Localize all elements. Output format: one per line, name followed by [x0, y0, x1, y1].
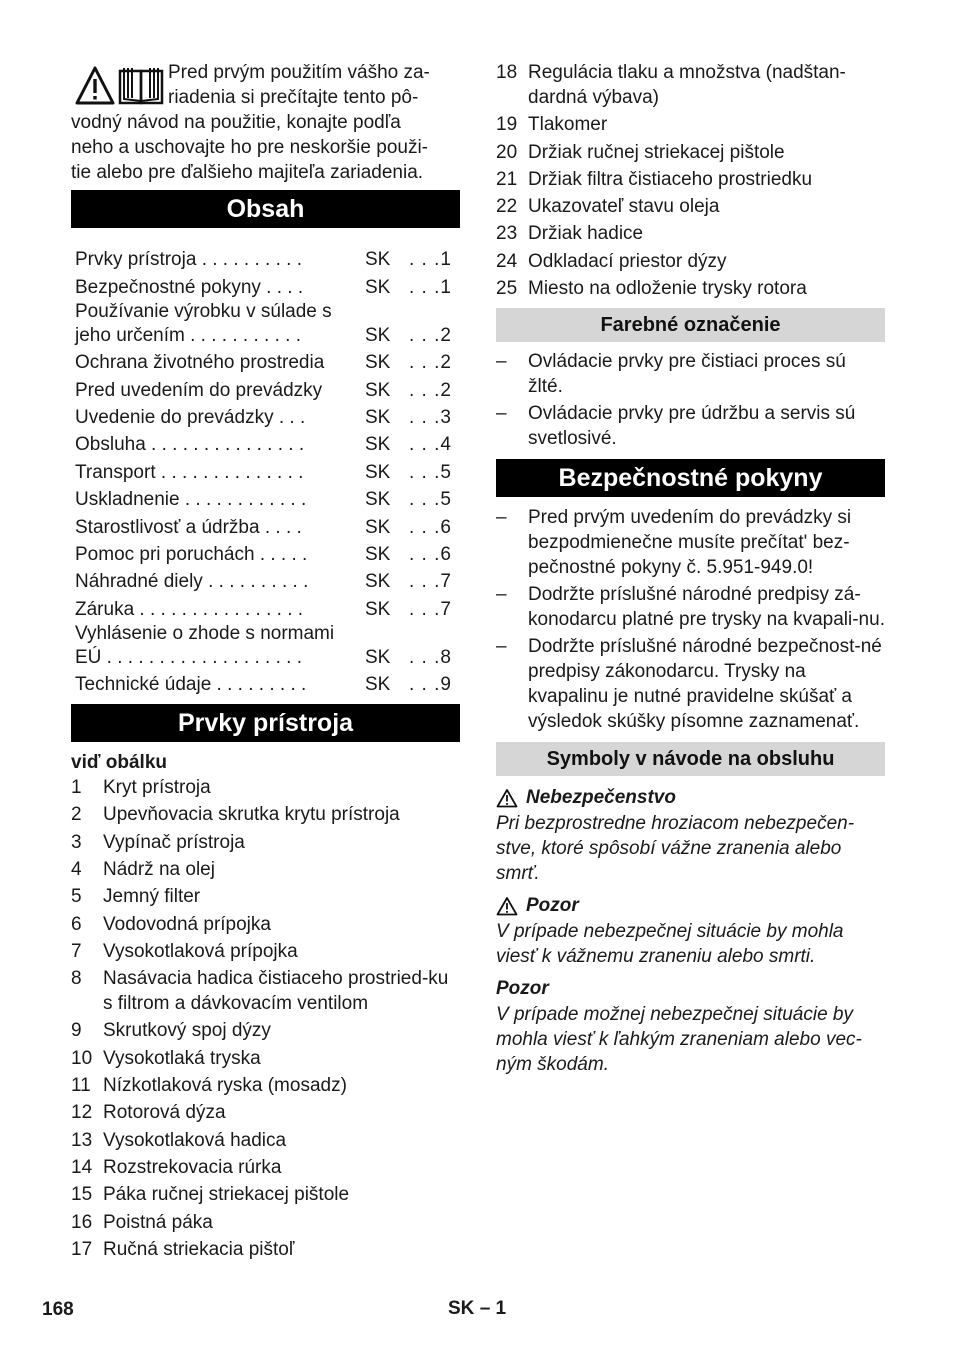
danger-text: Pri bezprostredne hroziacom nebezpečen-stve, ktoré spôsobí vážne zranenia alebo smrť. — [496, 813, 855, 885]
dash-bullet: – — [496, 403, 507, 425]
toc-lang: SK — [365, 489, 391, 511]
item-text: Rozstrekovacia rúrka — [103, 1156, 282, 1178]
toc-row[interactable] — [75, 431, 460, 458]
toc-title: Starostlivosť a údržba . . . . — [75, 516, 302, 538]
item-text: Miesto na odloženie trysky rotora — [528, 278, 807, 300]
list-item — [496, 167, 885, 192]
item-text: Ukazovateľ stavu oleja — [528, 196, 720, 218]
toc-row[interactable] — [75, 513, 460, 540]
safety-list — [496, 505, 885, 734]
dash-bullet: – — [496, 584, 507, 606]
list-item — [496, 505, 885, 580]
item-text: Páka ručnej striekacej pištole — [103, 1184, 350, 1206]
toc-title: Záruka . . . . . . . . . . . . . . . . — [75, 598, 304, 620]
toc-row[interactable] — [75, 541, 460, 568]
toc-lang: SK — [365, 461, 391, 483]
toc-title: Bezpečnostné pokyny . . . . — [75, 276, 304, 298]
page-number: 168 — [42, 1299, 74, 1320]
item-text: Držiak filtra čistiaceho prostriedku — [528, 168, 813, 190]
item-number: 14 — [71, 1156, 93, 1178]
toc-row[interactable] — [75, 376, 460, 403]
right-column — [496, 60, 885, 1077]
item-text: Dodržte príslušné národné predpisy zá-konodarcu platné pre trysky na kvapali-nu. — [528, 584, 885, 631]
table-of-contents — [71, 246, 460, 698]
item-text: Držiak ručnej striekacej pištole — [528, 141, 785, 163]
warning-text: V prípade nebezpečnej situácie by mohla viesť k vážnemu zraneniu alebo smrti. — [496, 921, 844, 968]
item-number: 10 — [71, 1047, 93, 1069]
toc-title: Používanie výrobku v súlade s jeho určením . . . . . . . . . . . — [75, 300, 332, 346]
parts-subheading: viď obálku — [71, 752, 168, 774]
toc-page: . . .2 — [409, 379, 452, 401]
list-item — [71, 857, 460, 882]
toc-lang: SK — [365, 674, 391, 696]
toc-page: . . .7 — [409, 598, 452, 620]
toc-lang: SK — [365, 249, 391, 271]
toc-title: Prvky prístroja . . . . . . . . . . — [75, 249, 302, 271]
item-text: Poistná páka — [103, 1211, 213, 1233]
toc-title: Uskladnenie . . . . . . . . . . . . — [75, 489, 307, 511]
item-number: 23 — [496, 223, 518, 245]
item-text: Tlakomer — [528, 114, 608, 136]
list-item — [496, 221, 885, 246]
toc-row[interactable] — [75, 301, 460, 349]
item-number: 6 — [71, 913, 82, 935]
danger-title: Nebezpečenstvo — [526, 787, 676, 809]
item-text: Jemný filter — [103, 886, 201, 908]
toc-lang: SK — [365, 276, 391, 298]
list-item — [496, 276, 885, 301]
intro-line: riadenia si prečítajte tento pô- — [168, 87, 419, 108]
item-number: 5 — [71, 886, 82, 908]
toc-row[interactable] — [75, 458, 460, 485]
item-number: 25 — [496, 278, 518, 300]
toc-row[interactable] — [75, 273, 460, 300]
toc-lang: SK — [365, 434, 391, 456]
toc-title: Obsluha . . . . . . . . . . . . . . . — [75, 434, 305, 456]
list-item — [71, 966, 460, 1016]
item-text: Ovládacie prvky pre čistiaci proces sú žlté. — [528, 351, 846, 398]
item-text: Nasávacia hadica čistiaceho prostried-ku s filtrom a dávkovacím ventilom — [103, 968, 449, 1015]
toc-title: Náhradné diely . . . . . . . . . . — [75, 571, 309, 593]
toc-page: . . .8 — [409, 646, 452, 668]
item-number: 8 — [71, 968, 82, 990]
intro-line: tie alebo pre ďalšieho majiteľa zariadenia. — [71, 162, 424, 183]
left-column — [71, 60, 460, 1264]
toc-page: . . .5 — [409, 489, 452, 511]
item-number: 18 — [496, 62, 518, 83]
toc-page: . . .6 — [409, 543, 452, 565]
item-text: Pred prvým uvedením do prevádzky si bezpodmienečne musíte prečítat' bez-pečnostné pokyny č. 5.951-949.0! — [528, 507, 852, 579]
item-text: Upevňovacia skrutka krytu prístroja — [103, 804, 400, 826]
list-item — [496, 249, 885, 274]
list-item — [71, 1100, 460, 1125]
caution-text: V prípade možnej nebezpečnej situácie by mohla viesť k ľahkým zraneniam alebo vec-ným škodám. — [496, 1004, 862, 1076]
toc-title: Ochrana životného prostredia — [75, 352, 325, 374]
toc-page: . . .3 — [409, 406, 452, 428]
item-text: Vysokotlaková prípojka — [103, 940, 298, 962]
toc-row[interactable] — [75, 486, 460, 513]
item-text: Rotorová dýza — [103, 1102, 226, 1124]
toc-title: Transport . . . . . . . . . . . . . . — [75, 461, 304, 483]
item-number: 17 — [71, 1238, 93, 1260]
toc-page: . . .7 — [409, 571, 452, 593]
item-number: 13 — [71, 1129, 93, 1151]
item-number: 4 — [71, 858, 82, 880]
toc-page: . . .5 — [409, 461, 452, 483]
toc-lang: SK — [365, 406, 391, 428]
item-text: Dodržte príslušné národné bezpečnost-né predpisy zákonodarcu. Trysky na kvapalinu je nutné pravidelne skúšať a výsledok skúšky písomne zaznamenať. — [528, 636, 882, 733]
item-number: 24 — [496, 250, 518, 272]
intro-text — [71, 60, 460, 185]
list-item — [496, 634, 885, 734]
intro-block — [71, 60, 460, 182]
item-number: 9 — [71, 1020, 82, 1042]
list-item — [496, 582, 885, 632]
item-number: 22 — [496, 196, 518, 218]
symbols-heading: Symboly v návode na obsluhu — [496, 742, 885, 776]
toc-page: . . .2 — [409, 352, 452, 374]
item-text: Regulácia tlaku a množstva (nadštan-dardná výbava) — [528, 62, 846, 108]
list-item — [496, 349, 885, 399]
item-number: 7 — [71, 940, 82, 962]
toc-row[interactable] — [75, 595, 460, 622]
item-text: Skrutkový spoj dýzy — [103, 1020, 271, 1042]
warning-title: Pozor — [526, 895, 579, 917]
dash-bullet: – — [496, 351, 507, 373]
toc-page: . . .1 — [409, 249, 452, 271]
intro-line: vodný návod na použitie, konajte podľa — [71, 112, 401, 133]
item-text: Vysokotlaková hadica — [103, 1129, 287, 1151]
item-text: Držiak hadice — [528, 223, 644, 245]
toc-row[interactable] — [75, 623, 460, 671]
parts-list-right — [496, 60, 885, 301]
toc-row[interactable] — [75, 246, 460, 273]
list-item — [71, 775, 460, 800]
list-item — [496, 60, 885, 110]
item-number: 3 — [71, 831, 82, 853]
item-text: Vypínač prístroja — [103, 831, 245, 853]
item-text: Ručná striekacia pištoľ — [103, 1238, 295, 1260]
toc-heading: Obsah — [71, 190, 460, 228]
warning-icon — [496, 896, 518, 916]
toc-row[interactable] — [75, 349, 460, 376]
toc-title: Pred uvedením do prevádzky — [75, 379, 323, 401]
list-item — [71, 912, 460, 937]
item-text: Vysokotlaká tryska — [103, 1047, 261, 1069]
toc-page: . . .9 — [409, 674, 452, 696]
dash-bullet: – — [496, 507, 507, 529]
list-item — [71, 1210, 460, 1235]
item-number: 15 — [71, 1184, 93, 1206]
toc-title: Vyhlásenie o zhode s normami EÚ . . . . . . . . . . . . . . . . . . . — [75, 622, 335, 668]
item-text: Nádrž na olej — [103, 858, 215, 880]
item-text: Nízkotlaková ryska (mosadz) — [103, 1075, 347, 1097]
toc-page: . . .4 — [409, 434, 452, 456]
item-number: 16 — [71, 1211, 93, 1233]
item-number: 1 — [71, 777, 82, 799]
toc-lang: SK — [365, 571, 391, 593]
list-item — [496, 140, 885, 165]
toc-lang: SK — [365, 352, 391, 374]
list-item — [71, 1155, 460, 1180]
toc-title: Pomoc pri poruchách . . . . . — [75, 543, 308, 565]
parts-list-left — [71, 775, 460, 1262]
toc-title: Uvedenie do prevádzky . . . — [75, 406, 306, 428]
toc-lang: SK — [365, 324, 391, 346]
item-text: Ovládacie prvky pre údržbu a servis sú svetlosivé. — [528, 403, 856, 450]
list-item — [71, 1128, 460, 1153]
item-text: Vodovodná prípojka — [103, 913, 271, 935]
warning-icon — [496, 788, 518, 808]
list-item — [71, 830, 460, 855]
toc-lang: SK — [365, 646, 391, 668]
intro-line: neho a uschovajte ho pre neskoršie použi- — [71, 137, 429, 158]
list-item — [71, 1018, 460, 1043]
toc-row[interactable] — [75, 404, 460, 431]
list-item — [71, 884, 460, 909]
toc-lang: SK — [365, 516, 391, 538]
list-item — [71, 1237, 460, 1262]
toc-page: . . .6 — [409, 516, 452, 538]
item-number: 12 — [71, 1102, 93, 1124]
toc-page: . . .2 — [409, 324, 452, 346]
item-number: 2 — [71, 804, 82, 826]
color-coding-list — [496, 349, 885, 451]
toc-lang: SK — [365, 379, 391, 401]
danger-heading — [496, 784, 885, 811]
list-item — [496, 194, 885, 219]
toc-row[interactable] — [75, 671, 460, 698]
list-item — [496, 401, 885, 451]
item-text: Kryt prístroja — [103, 777, 211, 799]
list-item — [71, 802, 460, 827]
item-number: 21 — [496, 168, 518, 190]
toc-title: Technické údaje . . . . . . . . . — [75, 674, 307, 696]
toc-page: . . .1 — [409, 276, 452, 298]
color-coding-heading: Farebné označenie — [496, 308, 885, 342]
language-code — [448, 1296, 506, 1321]
safety-heading: Bezpečnostné pokyny — [496, 459, 885, 497]
list-item — [71, 939, 460, 964]
intro-line: Pred prvým použitím vášho za- — [168, 62, 430, 83]
item-number: 20 — [496, 141, 518, 163]
list-item — [71, 1073, 460, 1098]
list-item — [71, 1182, 460, 1207]
toc-row[interactable] — [75, 568, 460, 595]
parts-heading: Prvky prístroja — [71, 704, 460, 742]
language-code-suffix: – 1 — [479, 1298, 507, 1319]
caution-title: Pozor — [496, 978, 549, 1000]
warning-heading — [496, 892, 885, 919]
toc-lang: SK — [365, 598, 391, 620]
item-number: 19 — [496, 114, 518, 136]
item-number: 11 — [71, 1075, 91, 1097]
list-item — [496, 112, 885, 137]
dash-bullet: – — [496, 636, 507, 658]
list-item — [71, 1046, 460, 1071]
toc-lang: SK — [365, 543, 391, 565]
caution-heading — [496, 975, 885, 1002]
language-code-label: SK — [448, 1298, 475, 1319]
item-text: Odkladací priestor dýzy — [528, 250, 727, 272]
